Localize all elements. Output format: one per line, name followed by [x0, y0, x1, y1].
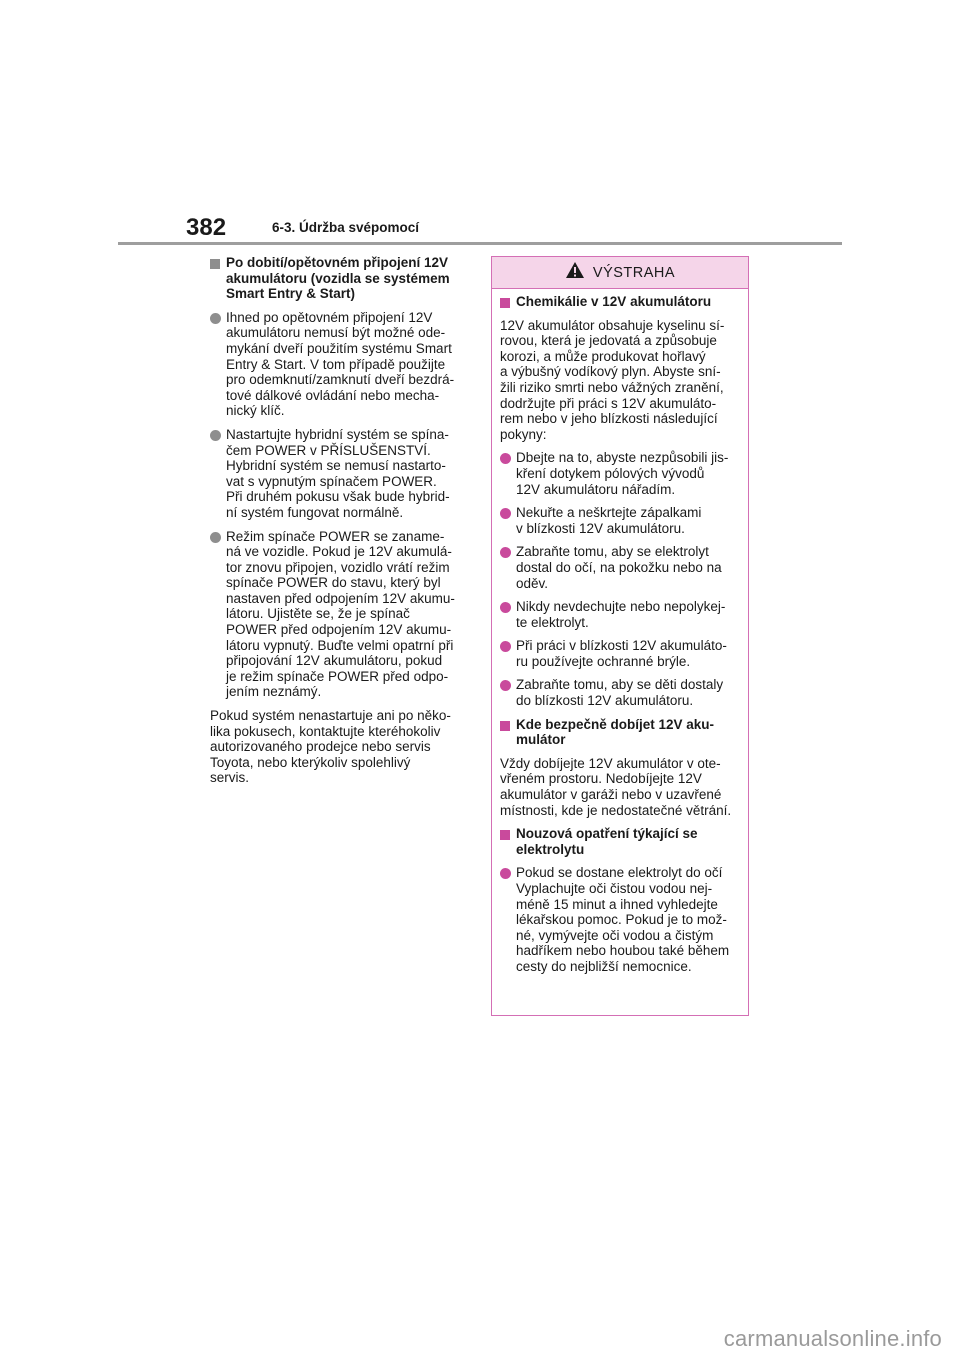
text-line: Toyota, nebo kterýkoliv spolehlivý — [210, 754, 411, 770]
warning-paragraph-2 — [500, 756, 740, 818]
warning-bullet-6 — [500, 677, 740, 708]
text-line: ná ve vozidle. Pokud je 12V akumulá- — [226, 544, 452, 560]
circle-bullet-icon — [500, 507, 511, 523]
text-line: čem POWER v PŘÍSLUŠENSTVÍ. — [226, 442, 431, 458]
left-column — [210, 255, 468, 794]
warning-bullet-4 — [500, 599, 740, 630]
warning-bullet-7 — [500, 865, 740, 974]
circle-bullet-icon — [500, 546, 511, 562]
text-line: dodržujte při práci s 12V akumuláto- — [500, 395, 717, 411]
text-line: vat s vypnutým spínačem POWER. — [226, 473, 437, 489]
text-line: Smart Entry & Start) — [226, 286, 356, 302]
text-line: akumulátoru (vozidla se systémem — [226, 270, 450, 286]
text-line: Chemikálie v 12V akumulátoru — [516, 294, 712, 309]
left-bullet-2 — [210, 427, 468, 521]
text-line: látoru vypnutý. Buďte velmi opatrní při — [226, 637, 454, 653]
text-line: látoru. Ujistěte se, že je spínač — [226, 606, 410, 622]
text-line: dostal do očí, na pokožku nebo na — [516, 559, 722, 575]
text-line: kření dotykem pólových vývodů — [516, 465, 705, 481]
left-paragraph — [210, 708, 468, 786]
section-title: 6-3. Údržba svépomocí — [272, 220, 420, 235]
text-line: mulátor — [516, 732, 566, 748]
circle-bullet-icon — [500, 452, 511, 468]
text-line: Hybridní systém se nemusí nastarto- — [226, 458, 446, 474]
text-line: lika pokusech, kontaktujte kteréhokoliv — [210, 723, 441, 739]
text-line: připojování 12V akumulátoru, pokud — [226, 653, 443, 669]
text-line: tor znovu připojen, vozidlo vrátí režim — [226, 559, 450, 575]
text-line: korozi, a může produkovat hořlavý — [500, 348, 706, 364]
text-line: Vyplachujte oči čistou vodou nej- — [516, 881, 713, 896]
warning-bullet-1 — [500, 450, 740, 497]
text-line: akumulátor v garáži nebo v uzavřené — [500, 787, 722, 803]
text-line: spínače POWER do stavu, který byl — [226, 575, 441, 591]
text-line: cesty do nejbližší nemocnice. — [516, 958, 692, 974]
warning-box — [491, 256, 749, 1016]
text-line: POWER před odpojením 12V akumu- — [226, 622, 452, 638]
text-line: mykání dveří použitím systému Smart — [226, 340, 452, 356]
text-line: do blízkosti 12V akumulátoru. — [516, 693, 694, 709]
text-line: Kde bezpečně dobíjet 12V aku- — [516, 716, 715, 732]
text-line: nastaven před odpojením 12V akumu- — [226, 590, 455, 606]
square-bullet-icon — [500, 719, 510, 735]
text-line: jením neznámý. — [226, 684, 322, 700]
text-line: Pokud systém nenastartuje ani po něko- — [210, 708, 451, 724]
text-line: a výbušný vodíkový plyn. Abyste sní- — [500, 364, 721, 380]
text-line: žili riziko smrti nebo vážných zranění, — [500, 379, 724, 395]
text-line: Entry & Start. V tom případě použijte — [226, 356, 446, 372]
text-line: vřeném prostoru. Nedobíjejte 12V — [500, 771, 702, 787]
warning-heading-3 — [500, 826, 740, 857]
text-line: rem nebo v jeho blízkosti následující — [500, 411, 718, 427]
text-line: Zabraňte tomu, aby se děti dostaly — [516, 677, 724, 693]
warning-heading-2 — [500, 717, 740, 748]
text-line: Při druhém pokusu však bude hybrid- — [226, 489, 450, 505]
text-line: nický klíč. — [226, 403, 285, 419]
text-line: méně 15 minut a ihned vyhledejte — [516, 896, 718, 912]
text-line: akumulátoru nemusí být možné ode- — [226, 325, 446, 341]
text-line: místnosti, kde je nedostatečné větrání. — [500, 802, 732, 818]
left-heading — [210, 255, 468, 302]
text-line: 12V akumulátor obsahuje kyselinu sí- — [500, 317, 725, 333]
text-line: v blízkosti 12V akumulátoru. — [516, 520, 685, 536]
left-bullet-3 — [210, 529, 468, 701]
text-line: Zabraňte tomu, aby se elektrolyt — [516, 544, 709, 560]
warning-bullet-3 — [500, 544, 740, 591]
text-line: né, vymývejte oči vodou a čistým — [516, 927, 714, 943]
warning-header — [492, 257, 748, 289]
warning-heading-1 — [500, 294, 740, 310]
text-line: Nikdy nevdechujte nebo nepolykej- — [516, 599, 726, 615]
circle-bullet-icon — [210, 429, 221, 445]
text-line: Po dobití/opětovném připojení 12V — [226, 255, 449, 270]
header-rule — [118, 242, 842, 245]
circle-bullet-icon — [500, 679, 511, 695]
circle-bullet-icon — [500, 640, 511, 656]
text-line: Režim spínače POWER se zaname- — [226, 528, 445, 544]
text-line: pokyny: — [500, 426, 547, 442]
text-line: rovou, která je jedovatá a způsobuje — [500, 333, 717, 349]
watermark: carmanualsonline.info — [723, 1326, 942, 1351]
text-line: je režim spínače POWER před odpo- — [226, 668, 449, 684]
text-line: Nouzová opatření týkající se — [516, 826, 698, 842]
text-line: hadříkem nebo houbou také během — [516, 943, 730, 959]
square-bullet-icon — [500, 828, 510, 844]
warning-body — [492, 289, 748, 975]
text-line: ní systém fungovat normálně. — [226, 504, 404, 520]
page-number: 382 — [186, 214, 227, 241]
warning-paragraph-1 — [500, 318, 740, 443]
square-bullet-icon — [500, 296, 510, 312]
text-line: pro odemknutí/zamknutí dveří bezdrá- — [226, 372, 455, 388]
circle-bullet-icon — [210, 312, 221, 328]
text-line: Dbejte na to, abyste nezpůsobili jis- — [516, 450, 729, 466]
text-line: Nastartujte hybridní systém se spína- — [226, 426, 449, 442]
text-line: autorizovaného prodejce nebo servis — [210, 739, 431, 755]
left-bullet-1 — [210, 310, 468, 419]
circle-bullet-icon — [500, 601, 511, 617]
circle-bullet-icon — [210, 531, 221, 547]
text-line: lékařskou pomoc. Pokud je to mož- — [516, 912, 727, 928]
text-line: Při práci v blízkosti 12V akumuláto- — [516, 638, 727, 654]
text-line: ru používejte ochranné brýle. — [516, 653, 691, 669]
warning-triangle-icon — [565, 261, 585, 284]
text-line: 12V akumulátoru nářadím. — [516, 481, 676, 497]
text-line: te elektrolyt. — [516, 614, 589, 630]
text-line: elektrolytu — [516, 841, 585, 857]
square-bullet-icon — [210, 257, 220, 273]
text-line: Nekuřte a neškrtejte zápalkami — [516, 505, 702, 521]
text-line: Vždy dobíjejte 12V akumulátor v ote- — [500, 755, 721, 771]
text-line: servis. — [210, 770, 250, 786]
warning-bullet-2 — [500, 505, 740, 536]
warning-bullet-5 — [500, 638, 740, 669]
text-line: Ihned po opětovném připojení 12V — [226, 309, 433, 325]
text-line: tové dálkové ovládání nebo mecha- — [226, 387, 440, 403]
circle-bullet-icon — [500, 867, 511, 883]
warning-title: VÝSTRAHA — [592, 264, 676, 281]
text-line: Pokud se dostane elektrolyt do očí — [516, 865, 723, 881]
text-line: oděv. — [516, 575, 549, 591]
